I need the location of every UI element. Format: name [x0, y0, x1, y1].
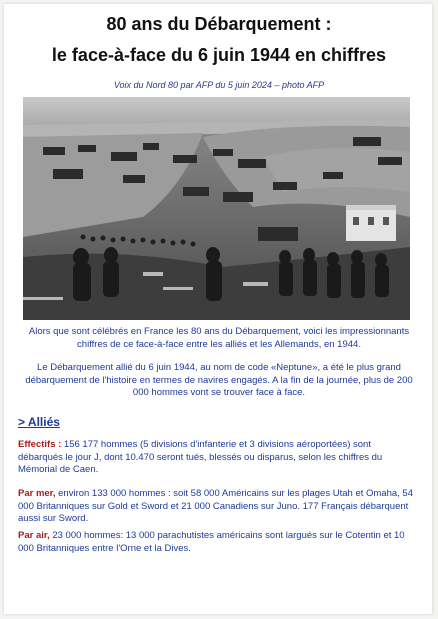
par-air-lead: Par air,: [18, 530, 50, 541]
landing-photo: [23, 97, 410, 320]
intro-paragraph-2: Le Débarquement allié du 6 juin 1944, au nom de code «Neptune», a été le plus grand débarquement de l'histoire en termes de navires engagés. A la fin de la journée, plus de 200 000 hommes vont se trouver face à face.: [25, 362, 413, 398]
photo-credit: Voix du Nord 80 par AFP du 5 juin 2024 – photo AFP: [113, 80, 325, 90]
par-mer-lead: Par mer,: [18, 488, 56, 499]
page-title-line-2: le face-à-face du 6 juin 1944 en chiffres: [51, 45, 387, 65]
paragraph-par-mer: [18, 488, 418, 526]
par-air-text: 23 000 hommes: 13 000 parachutistes américains sont largués sur le Cotentin et 10 000 Britanniques entre l'Orne et la Dives.: [18, 530, 405, 554]
effectifs-text: 156 177 hommes (5 divisions d'infanterie et 3 divisions aéroportées) sont débarqués le jour J, dont 10.470 seront tués, blessés ou disparus, selon les chiffres du Mémorial de Caen.: [18, 439, 383, 475]
section-heading-allies: > Alliés: [18, 415, 60, 429]
effectifs-lead: Effectifs :: [18, 439, 62, 450]
landing-photo-illustration: [23, 97, 410, 320]
paragraph-effectifs: [18, 439, 418, 477]
paragraph-par-air: [18, 530, 418, 555]
intro-paragraph-1: Alors que sont célébrés en France les 80 ans du Débarquement, voici les impressionnants chiffres de ce face-à-face entre les alliés et les Allemands, en 1944.: [28, 326, 410, 350]
page-title-line-1: 80 ans du Débarquement :: [106, 14, 332, 34]
par-mer-text: environ 133 000 hommes : soit 58 000 Américains sur les plages Utah et Omaha, 54 000 Britanniques sur Gold et Sword et 21 000 Canadiens sur Juno. 177 Français débarquent aussi sur Sword.: [18, 488, 414, 524]
